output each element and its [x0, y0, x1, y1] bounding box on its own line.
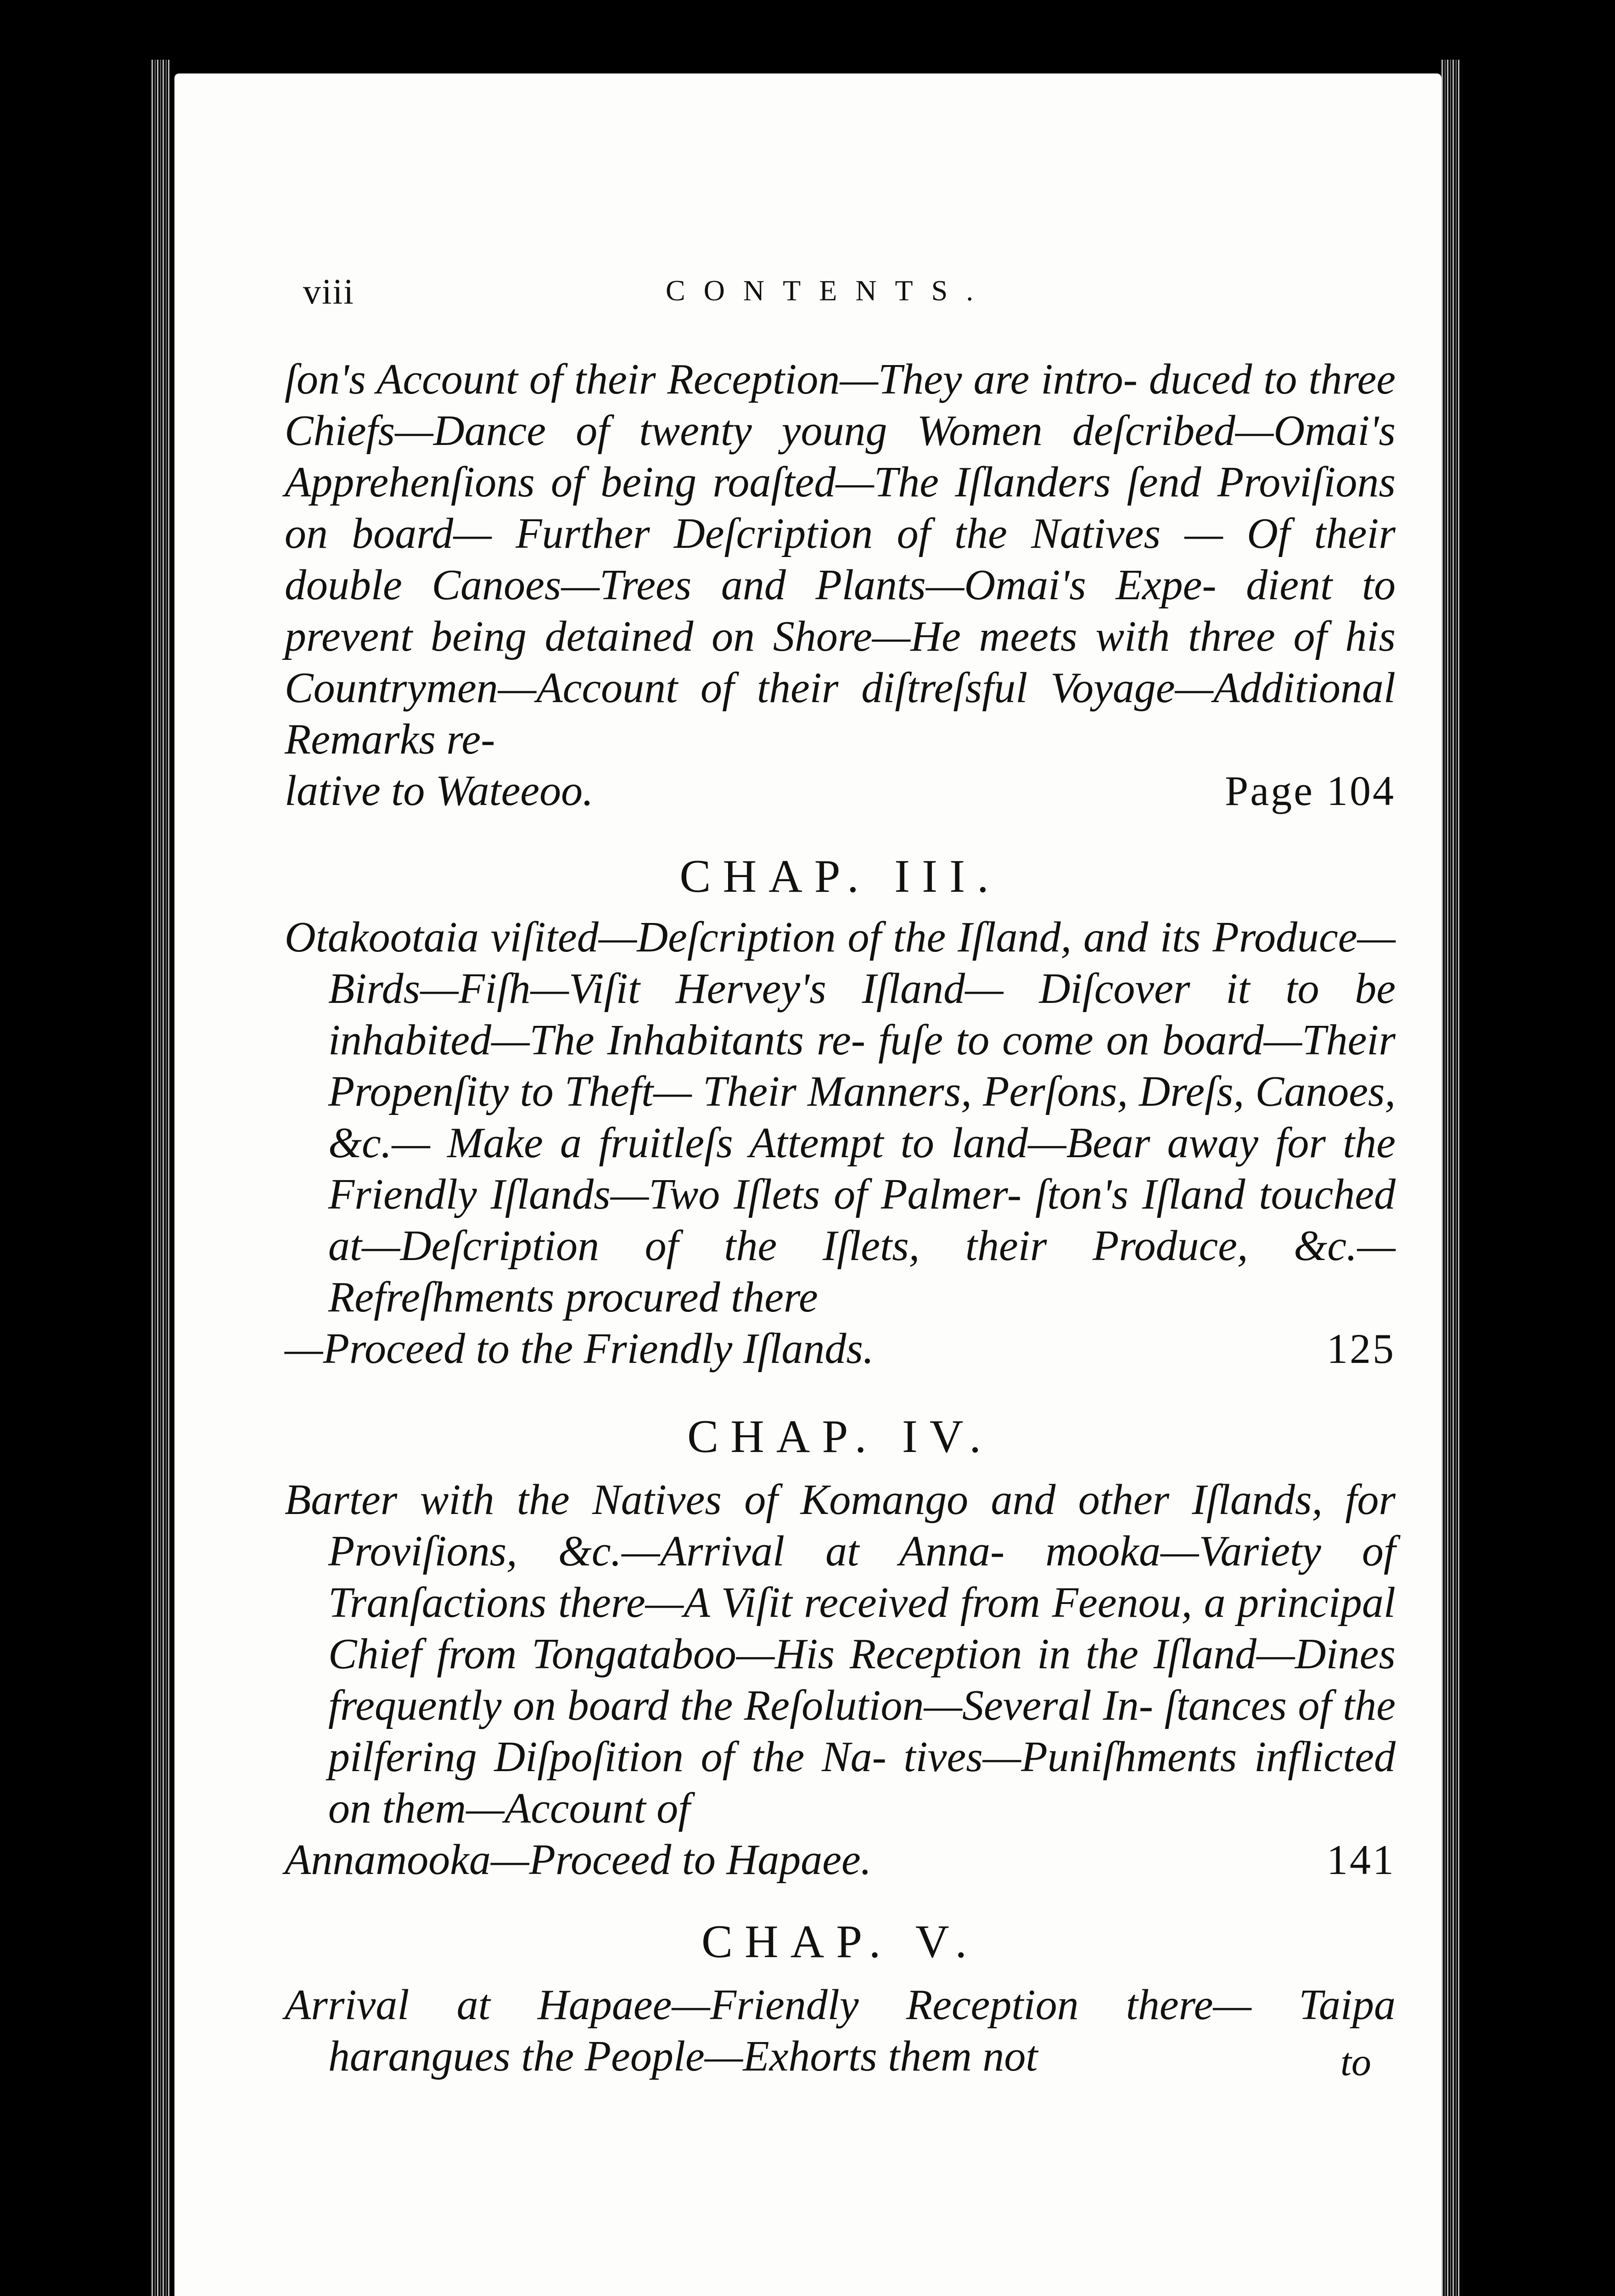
- entry-summary: [285, 354, 1396, 816]
- running-title: CONTENTS.: [666, 274, 992, 307]
- entry-text: Arrival at Hapaee—Friendly Reception there— Taipa harangues the People—Exhorts them not: [285, 1981, 1396, 2080]
- right-page-edges: [1441, 60, 1460, 2296]
- running-head: [303, 271, 1396, 321]
- page-reference: 141: [1327, 1836, 1396, 1883]
- entry-last-line: lative to Wateeoo.: [285, 767, 594, 815]
- contents-entry-chap-v: [285, 1979, 1396, 2082]
- contents-entry-chap-iv: [285, 1474, 1396, 1885]
- chapter-heading-iv: CHAP. IV.: [687, 1411, 993, 1463]
- entry-end-line: [285, 1834, 1396, 1885]
- page-folio: viii: [303, 271, 355, 311]
- catchword: to: [1340, 2040, 1371, 2084]
- entry-end-line: [285, 1323, 1396, 1374]
- entry-end-line: [285, 765, 1396, 816]
- contents-entry-chap-ii-continued: [285, 354, 1396, 816]
- chapter-heading-iii: CHAP. III.: [679, 850, 1001, 902]
- entry-text: Otakootaia viſited—Deſcription of the Iſland, and its Produce—Birds—Fiſh—Viſit Hervey's Iſland— Diſcover it to be inhabited—The Inhabitants re- fuſe to come on board—Their Propenſity to Theft— Their Manners, Perſons, Dreſs, Canoes, &c.— Make a fruitleſs Attempt to land—Bear away for the Friendly Iſlands—Two Iſlets of Palmer- ſton's Iſland touched at—Deſcription of the Iſlets, their Produce, &c.—Refreſhments procured there: [285, 913, 1396, 1321]
- entry-last-line: Annamooka—Proceed to Hapaee.: [285, 1836, 872, 1884]
- page-reference: 125: [1327, 1325, 1396, 1372]
- contents-entry-chap-iii: [285, 912, 1396, 1374]
- chapter-heading-v: CHAP. V.: [701, 1916, 979, 1968]
- entry-text: ſon's Account of their Reception—They are intro- duced to three Chiefs—Dance of twenty young Women deſcribed—Omai's Apprehenſions of being roaſted—The Iſlanders ſend Proviſions on board— Further Deſcription of the Natives — Of their double Canoes—Trees and Plants—Omai's Expe- dient to prevent being detained on Shore—He meets with three of his Countrymen—Account of their diſtreſsful Voyage—Additional Remarks re-: [285, 355, 1396, 763]
- page-reference: Page 104: [1225, 767, 1396, 814]
- entry-summary: [285, 1979, 1396, 2082]
- left-page-edges: [151, 60, 170, 2296]
- entry-text: Barter with the Natives of Komango and other Iſlands, for Proviſions, &c.—Arrival at Anna- mooka—Variety of Tranſactions there—A Viſit received from Feenou, a principal Chief from Tongataboo—His Reception in the Iſland—Dines frequently on board the Reſolution—Several In- ſtances of the pilfering Diſpoſition of the Na- tives—Puniſhments inflicted on them—Account of: [285, 1476, 1396, 1832]
- entry-summary: [285, 1474, 1396, 1885]
- entry-last-line: —Proceed to the Friendly Iſlands.: [285, 1325, 874, 1373]
- entry-summary: [285, 912, 1396, 1374]
